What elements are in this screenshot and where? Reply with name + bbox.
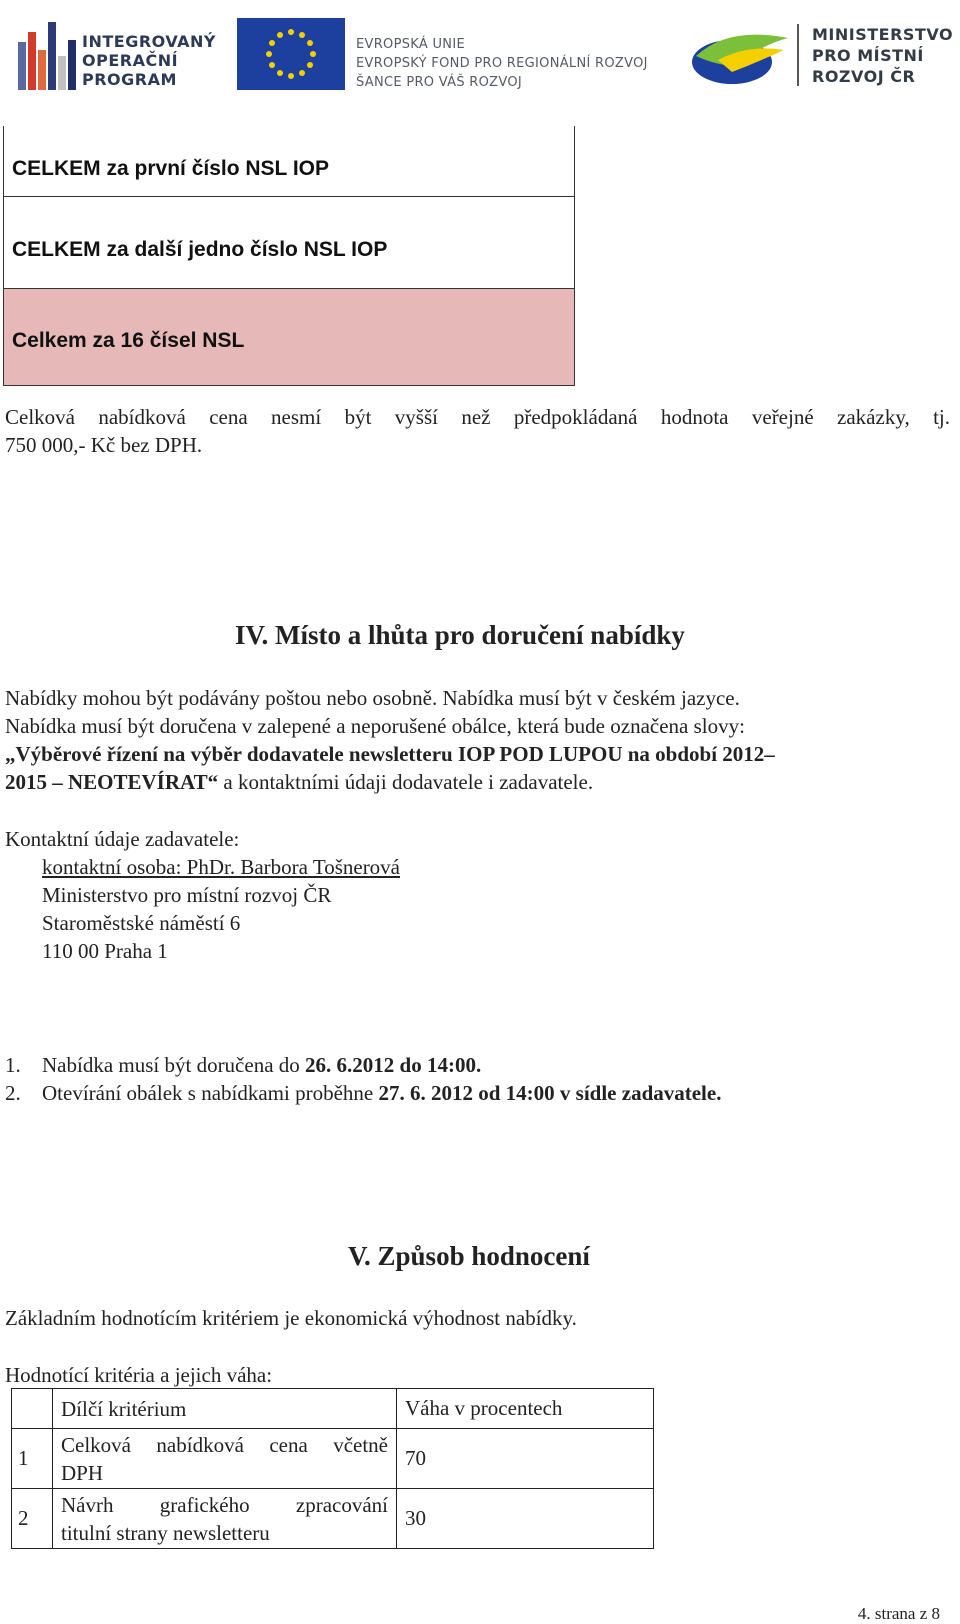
criteria-header-row [12,1389,654,1429]
deadline-item-1: 1. Nabídka musí být doručena do 26. 6.2012 do 14:00. [5,1053,482,1077]
contact-organization: Ministerstvo pro místní rozvoj ČR [42,883,332,907]
criteria-row [12,1429,654,1489]
price-note-line2: 750 000,- Kč bez DPH. [5,433,203,457]
iop-logo-text: INTEGROVANÝ OPERAČNÍ PROGRAM [82,32,216,89]
contact-title: Kontaktní údaje zadavatele: [5,827,240,851]
deadline-item-2: 2. Otevírání obálek s nabídkami proběhne 27. 6. 2012 od 14:00 v sídle zadavatele. [5,1081,722,1105]
ministry-logo-text: MINISTERSTVO PRO MÍSTNÍ ROZVOJ ČR [812,25,954,86]
criteria-title: Hodnotící kritéria a jejich váha: [5,1363,273,1387]
iop-logo-icon [18,22,80,90]
criteria-row-weight: 70 [397,1429,654,1489]
section4-paragraph-1: Nabídky mohou být podávány poštou nebo osobně. Nabídka musí být v českém jazyce. [5,686,740,710]
criteria-row-criterion: Celková nabídková cena včetně DPH [53,1429,397,1489]
price-note-line1: Celková nabídková cena nesmí být vyšší než předpokládaná hodnota veřejné zakázky, tj. [5,405,950,429]
cost-table [3,126,575,386]
criteria-header-weight: Váha v procentech [397,1389,654,1429]
criteria-header-criterion: Dílčí kritérium [53,1389,397,1429]
section5-paragraph: Základním hodnotícím kritériem je ekonomická výhodnost nabídky. [5,1306,577,1330]
contact-street: Staroměstské náměstí 6 [42,911,241,935]
page-number: 4. strana z 8 [857,1604,940,1623]
page-header [0,0,960,110]
contact-city: 110 00 Praha 1 [42,939,168,963]
criteria-header-num [12,1389,53,1429]
cost-row-total: Celkem za 16 čísel NSL [3,288,575,386]
section4-paragraph-2: Nabídka musí být doručena v zalepené a neporušené obálce, která bude označena slovy: [5,714,745,738]
criteria-row-weight: 30 [397,1489,654,1549]
criteria-row-num: 1 [12,1429,53,1489]
criteria-table [11,1388,654,1549]
criteria-row-criterion: Návrh grafického zpracování titulní strany newsletteru [53,1489,397,1549]
section4-heading: IV. Místo a lhůta pro doručení nabídky [235,620,685,650]
section5-heading: V. Způsob hodnocení [348,1241,590,1271]
contact-person: kontaktní osoba: PhDr. Barbora Tošnerová [42,855,401,879]
criteria-row-num: 2 [12,1489,53,1549]
ministry-logo-icon [688,26,800,88]
section4-envelope-label-line1: „Výběrové řízení na výběr dodavatele newsletteru IOP POD LUPOU na období 2012– [5,742,775,766]
ministry-divider [797,24,799,86]
criteria-row [12,1489,654,1549]
cost-row-next: CELKEM za další jedno číslo NSL IOP [3,196,575,288]
eu-logo-text: EVROPSKÁ UNIE EVROPSKÝ FOND PRO REGIONÁLNÍ ROZVOJ ŠANCE PRO VÁŠ ROZVOJ [356,37,648,90]
cost-row-first: CELKEM za první číslo NSL IOP [3,126,575,196]
eu-flag-icon [237,18,345,90]
section4-envelope-label-line2: 2015 – NEOTEVÍRAT“ a kontaktními údaji dodavatele i zadavatele. [5,770,594,794]
